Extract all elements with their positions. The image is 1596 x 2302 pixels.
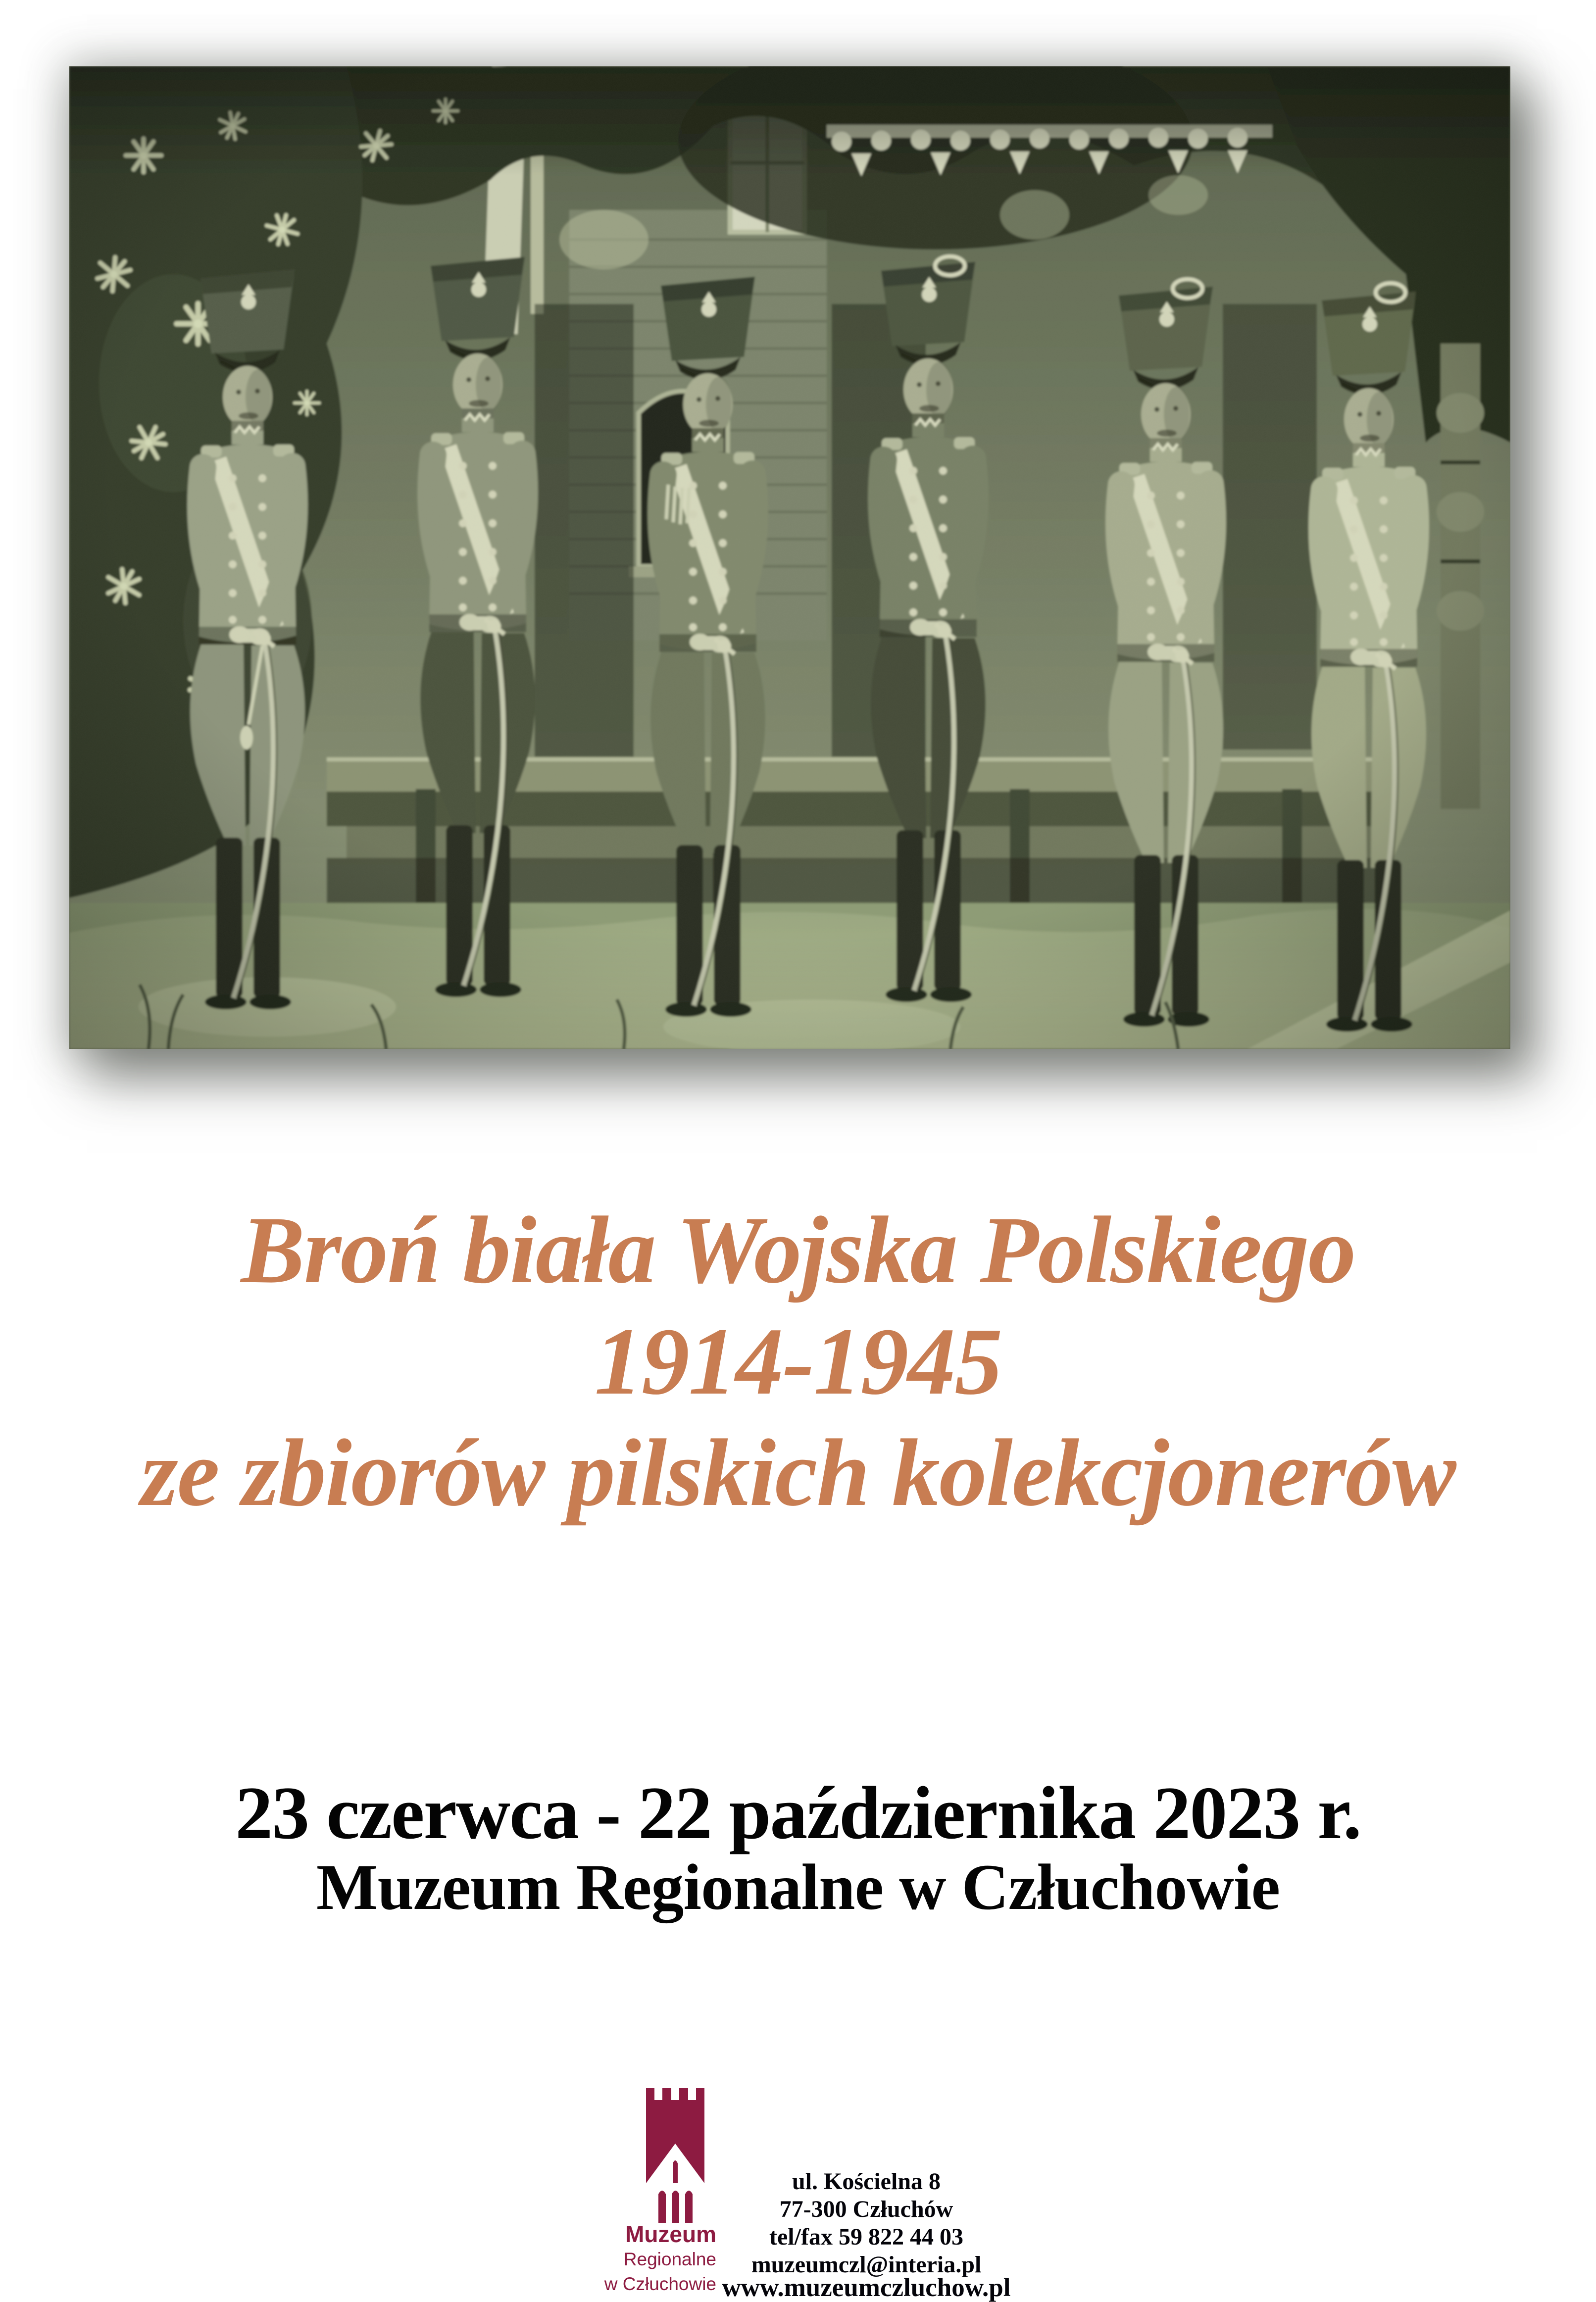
film-grain [69,66,1510,1049]
contact-block [688,2168,1045,2302]
exhibition-title [0,1194,1596,1528]
photo-scene [69,66,1510,1049]
contact-phone: tel/fax 59 822 44 03 [769,2224,963,2250]
title-line-1: Broń biała Wojska Polskiego [241,1197,1355,1303]
title-line-3: ze zbiorów pilskich kolekcjonerów [141,1419,1455,1526]
contact-website: www.muzeumczluchow.pl [722,2273,1011,2302]
logo-line-regionalne: Regionalne [623,2249,716,2269]
logo-line-czluchow: w Człuchowie [604,2274,716,2294]
contact-email: muzeumczl@interia.pl [751,2252,982,2278]
title-line-2: 1914-1945 [594,1308,1002,1414]
logo-line-muzeum: Muzeum [625,2221,716,2247]
contact-street: ul. Kościelna 8 [792,2168,941,2195]
museum-logo-text [409,2221,716,2297]
exhibition-photo [69,66,1510,1049]
exhibition-venue: Muzeum Regionalne w Człuchowie [316,1851,1280,1923]
exhibition-dates: 23 czerwca - 22 października 2023 r. [235,1771,1361,1854]
contact-city: 77-300 Człuchów [779,2196,953,2222]
